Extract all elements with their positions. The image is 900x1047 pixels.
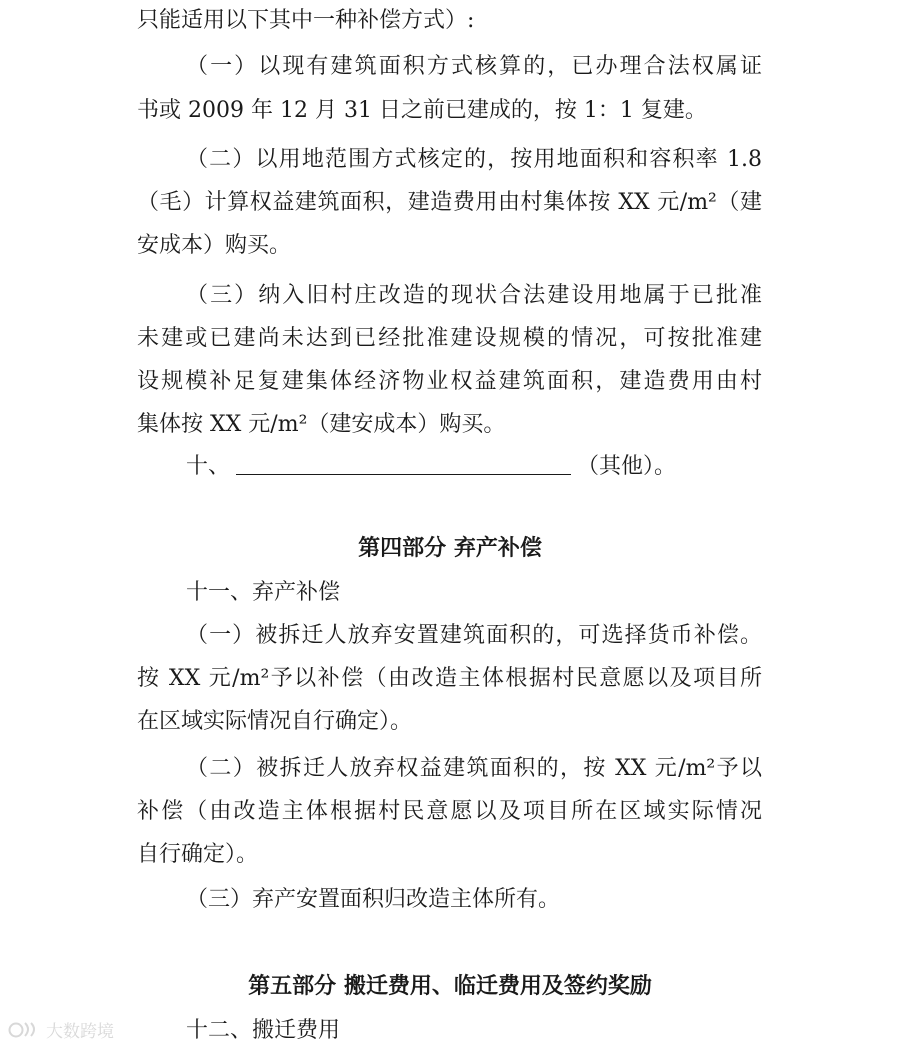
doc-line: 安成本）购买。 [137,233,292,258]
item-ten-line [186,452,676,482]
doc-line: （一）以现有建筑面积方式核算的，已办理合法权属证 [186,54,762,79]
fill-in-blank [236,452,571,475]
item-ten-prefix: 十、 [186,454,231,479]
watermark [8,1017,114,1041]
item-ten-suffix: （其他）。 [577,454,677,479]
part5-heading: 第五部分 搬迁费用、临迁费用及签约奖励 [248,974,652,999]
doc-line: 只能适用以下其中一种补偿方式）: [137,8,475,33]
doc-line: （毛）计算权益建筑面积，建造费用由村集体按 XX 元/m²（建 [137,190,762,215]
doc-line: 补偿（由改造主体根据村民意愿以及项目所在区域实际情况 [137,799,762,824]
doc-line: （三）纳入旧村庄改造的现状合法建设用地属于已批准 [186,283,762,308]
doc-line: 十二、搬迁费用 [186,1018,341,1043]
watermark-text: 大数跨境 [46,1021,114,1042]
doc-line: 按 XX 元/m²予以补偿（由改造主体根据村民意愿以及项目所 [137,666,762,691]
doc-line: （二）被拆迁人放弃权益建筑面积的，按 XX 元/m²予以 [186,756,762,781]
doc-line: （一）被拆迁人放弃安置建筑面积的，可选择货币补偿。 [186,623,762,648]
doc-line: 设规模补足复建集体经济物业权益建筑面积，建造费用由村 [137,369,762,394]
doc-line: （三）弃产安置面积归改造主体所有。 [186,887,561,912]
logo-icon [8,1019,42,1039]
doc-line: 十一、弃产补偿 [186,580,341,605]
doc-line: 未建或已建尚未达到已经批准建设规模的情况，可按批准建 [137,326,762,351]
part4-heading: 第四部分 弃产补偿 [358,536,542,561]
doc-line: 集体按 XX 元/m²（建安成本）购买。 [137,412,506,437]
doc-line: 书或 2009 年 12 月 31 日之前已建成的，按 1：1 复建。 [137,98,707,123]
doc-line: （二）以用地范围方式核定的，按用地面积和容积率 1.8 [186,147,762,172]
doc-line: 在区域实际情况自行确定）。 [137,709,413,734]
doc-line: 自行确定）。 [137,842,259,867]
